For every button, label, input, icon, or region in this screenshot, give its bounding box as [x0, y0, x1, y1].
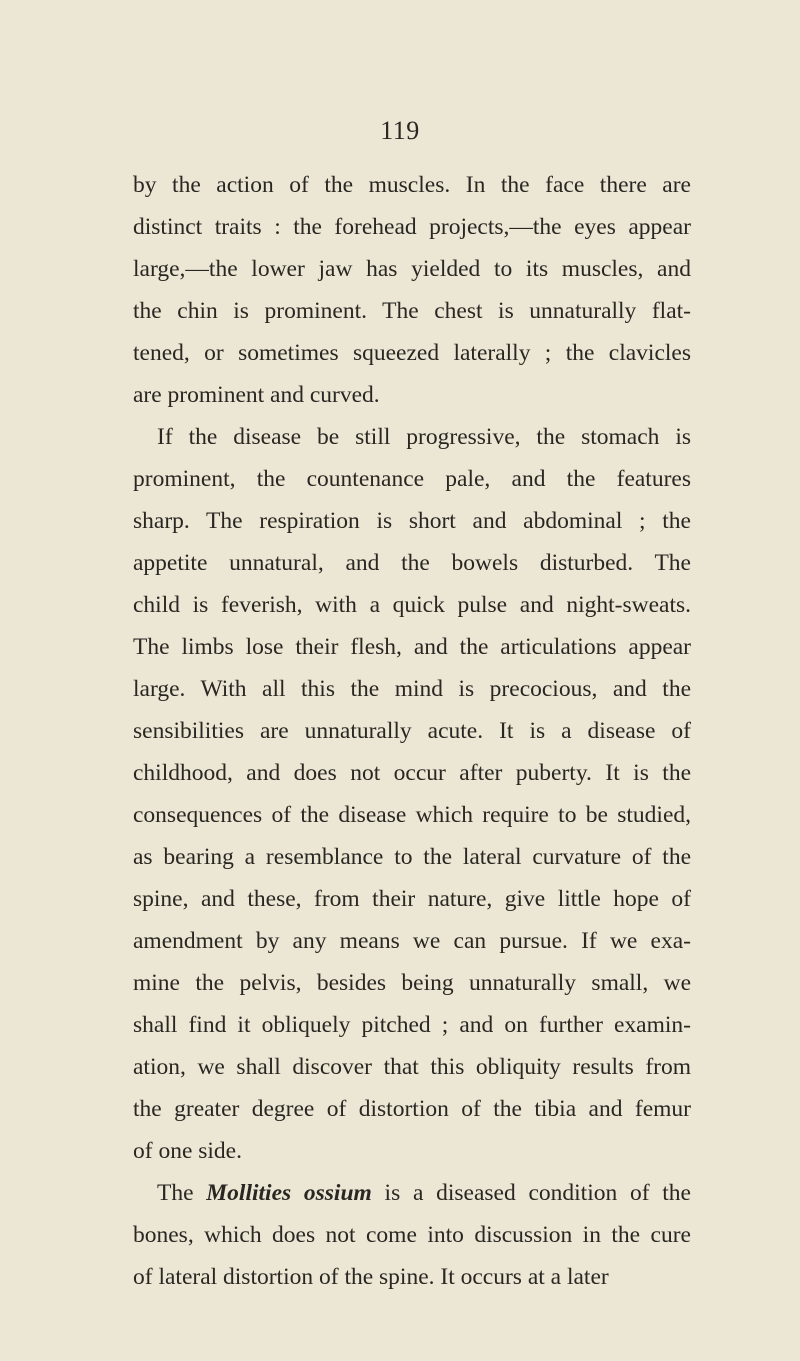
text-line: mine the pelvis, besides being unnaturally small, we — [133, 970, 691, 996]
text-line: by the action of the muscles. In the face there are — [133, 172, 691, 198]
text-line: child is feverish, with a quick pulse and night-sweats. — [133, 592, 691, 618]
text-line: of one side. — [133, 1138, 242, 1164]
text-line: as bearing a resemblance to the lateral curvature of the — [133, 844, 691, 870]
text-line: shall find it obliquely pitched ; and on further examin- — [133, 1012, 691, 1038]
italic-term: Mollities ossium — [206, 1180, 372, 1206]
text-line: the greater degree of distortion of the tibia and femur — [133, 1096, 691, 1122]
text-line: large,—the lower jaw has yielded to its muscles, and — [133, 256, 691, 282]
text-line: of lateral distortion of the spine. It occurs at a later — [133, 1264, 609, 1290]
text-line: bones, which does not come into discussion in the cure — [133, 1222, 691, 1248]
text-line: distinct traits : the forehead projects,—the eyes appear — [133, 214, 691, 240]
text-line: appetite unnatural, and the bowels disturbed. The — [133, 550, 691, 576]
body-text — [133, 164, 691, 1298]
text-line: large. With all this the mind is precocious, and the — [133, 676, 691, 702]
text-line: tened, or sometimes squeezed laterally ; the clavicles — [133, 340, 691, 366]
page-number: 119 — [380, 116, 420, 145]
text-segment: is a diseased condition of the — [371, 1180, 691, 1206]
text-line: ation, we shall discover that this obliquity results from — [133, 1054, 691, 1080]
text-line: spine, and these, from their nature, give little hope of — [133, 886, 691, 912]
text-line: consequences of the disease which require to be studied, — [133, 802, 691, 828]
text-line: amendment by any means we can pursue. If we exa- — [133, 928, 691, 954]
text-line: childhood, and does not occur after puberty. It is the — [133, 760, 691, 786]
paragraph-start-line — [133, 1172, 691, 1214]
text-line: the chin is prominent. The chest is unnaturally flat- — [133, 298, 691, 324]
text-line: are prominent and curved. — [133, 382, 380, 408]
text-line: sensibilities are unnaturally acute. It is a disease of — [133, 718, 691, 744]
text-line: The limbs lose their flesh, and the articulations appear — [133, 634, 691, 660]
text-segment: The — [157, 1180, 207, 1206]
text-line: sharp. The respiration is short and abdominal ; the — [133, 508, 691, 534]
paragraph-start-line: If the disease be still progressive, the stomach is — [157, 424, 691, 450]
text-line: prominent, the countenance pale, and the features — [133, 466, 691, 492]
